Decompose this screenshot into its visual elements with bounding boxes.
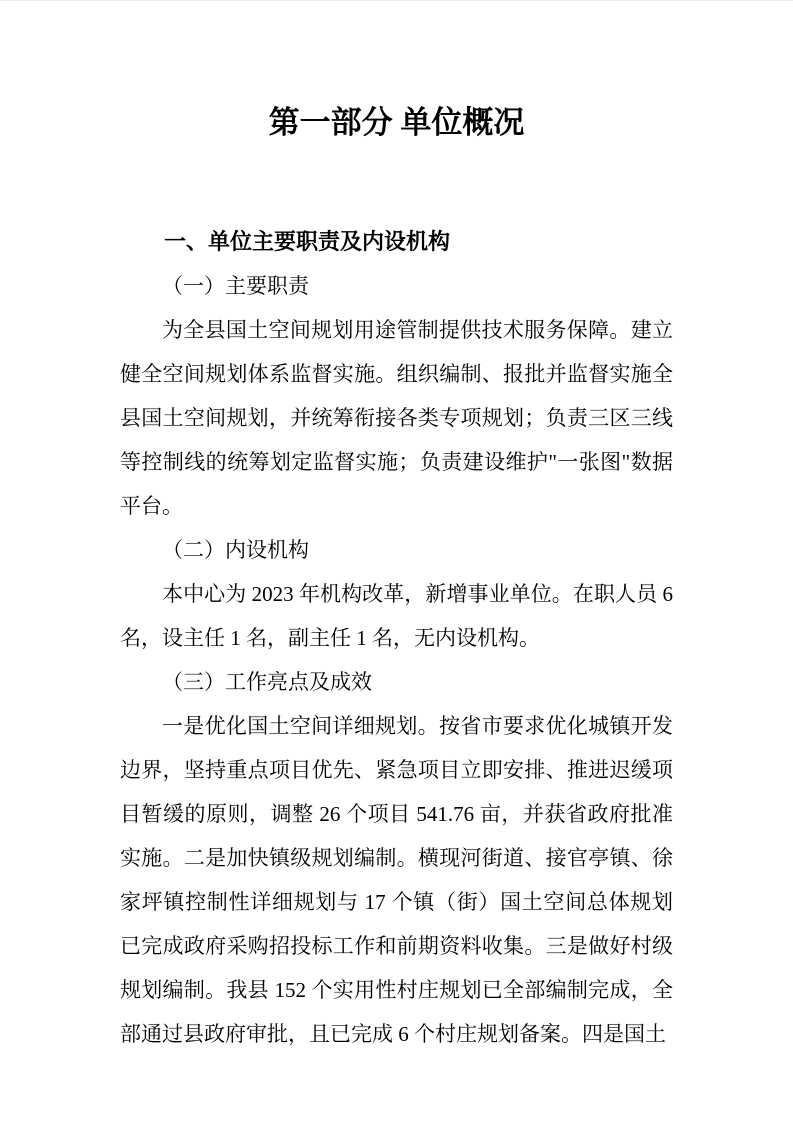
paragraph-internal-structure: 本中心为 2023 年机构改革，新增事业单位。在职人员 6 名，设主任 1 名，副主任 1 名，无内设机构。 <box>120 582 673 650</box>
subsection-heading-main-duties: （一）主要职责 <box>162 274 309 298</box>
section-heading-main-duties-and-structure: 一、单位主要职责及内设机构 <box>164 229 451 254</box>
paragraph-main-duties: 为全县国土空间规划用途管制提供技术服务保障。建立健全空间规划体系监督实施。组织编制、报批并监督实施全县国土空间规划，并统筹衔接各类专项规划；负责三区三线等控制线的统筹划定监督实施；负责建设维护"一张图"数据平台。 <box>120 318 673 518</box>
document-body <box>120 220 673 1056</box>
document-title: 第一部分 单位概况 <box>268 105 525 140</box>
subsection-heading-work-highlights: （三）工作亮点及成效 <box>162 670 372 694</box>
paragraph-work-highlights: 一是优化国土空间详细规划。按省市要求优化城镇开发边界，坚持重点项目优先、紧急项目立即安排、推进迟缓项目暂缓的原则，调整 26 个项目 541.76 亩，并获省政府批准实施。二是加快镇级规划编制。横现河街道、接官亭镇、徐家坪镇控制性详细规划与 17 个镇（街）国土空间总体规划已完成政府采购招投标工作和前期资料收集。三是做好村级规划编制。我县 152 个实用性村庄规划已全部编制完成，全部通过县政府审批，且已完成 6 个村庄规划备案。四是国土 <box>120 714 673 1046</box>
subsection-heading-internal-structure: （二）内设机构 <box>162 538 309 562</box>
